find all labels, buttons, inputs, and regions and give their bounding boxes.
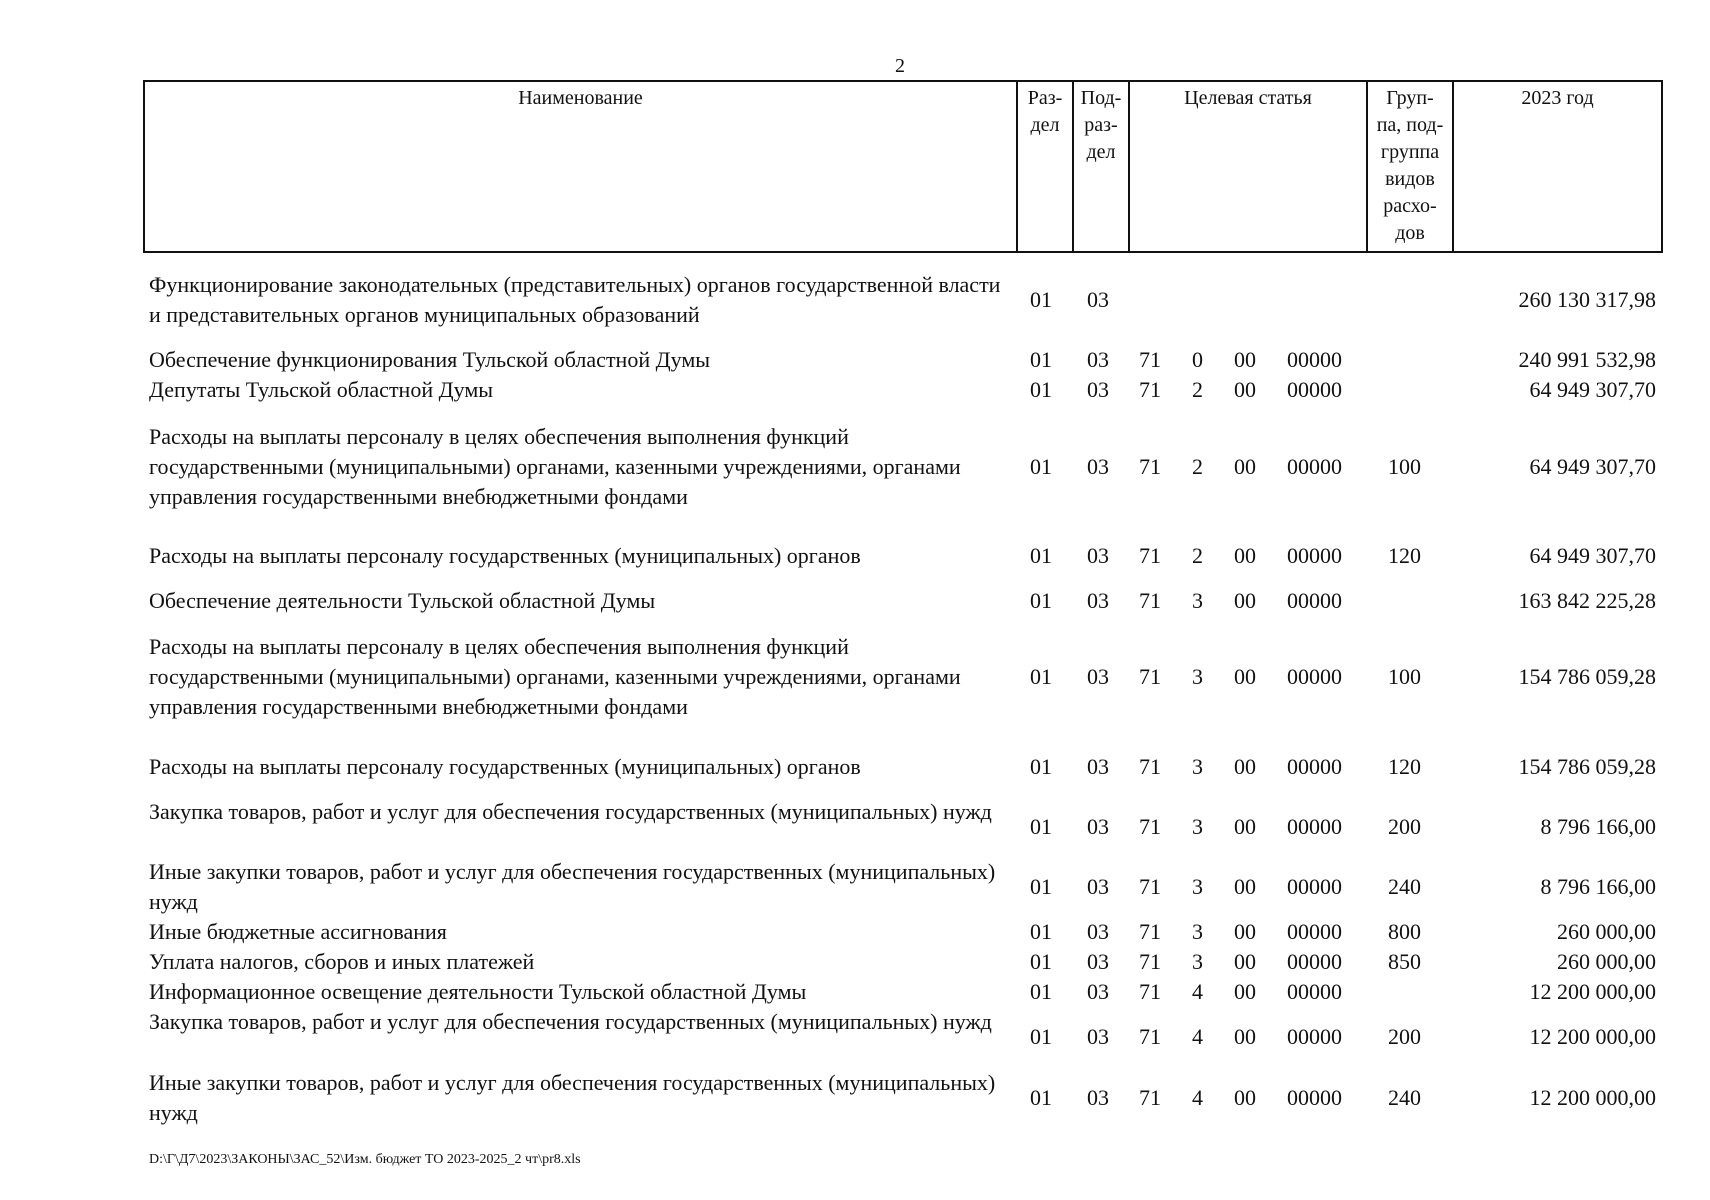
row-razdel: 01 <box>1030 1024 1052 1049</box>
row-ts1: 71 <box>1139 949 1161 974</box>
row-razdel: 01 <box>1030 1085 1052 1110</box>
row-razdel: 01 <box>1030 814 1052 839</box>
row-ts4: 00000 <box>1287 874 1342 899</box>
row-ts3: 00 <box>1234 949 1256 974</box>
row-ts3: 00 <box>1234 588 1256 613</box>
file-path-footer: D:\Г\Д7\2023\ЗАКОНЫ\ЗАС_52\Изм. бюджет ТО 2023-2025_2 чт\pr8.xls <box>149 1152 581 1167</box>
row-ts2: 2 <box>1192 543 1203 568</box>
row-amount: 12 200 000,00 <box>1529 1024 1656 1049</box>
row-name: Иные бюджетные ассигнования <box>149 919 447 944</box>
row-razdel: 01 <box>1030 919 1052 944</box>
row-ts1: 71 <box>1139 1024 1161 1049</box>
row-group: 100 <box>1388 454 1421 479</box>
row-podrazdel: 03 <box>1087 588 1109 613</box>
row-razdel: 01 <box>1030 664 1052 689</box>
row-razdel: 01 <box>1030 287 1052 312</box>
header-razdel: Раз- дел <box>1017 81 1073 252</box>
row-amount: 64 949 307,70 <box>1529 377 1656 402</box>
row-razdel: 01 <box>1030 588 1052 613</box>
row-group: 200 <box>1388 814 1421 839</box>
row-ts2: 2 <box>1192 377 1203 402</box>
row-ts3: 00 <box>1234 664 1256 689</box>
row-ts2: 4 <box>1192 979 1203 1004</box>
row-name: Депутаты Тульской областной Думы <box>149 377 494 402</box>
row-podrazdel: 03 <box>1087 949 1109 974</box>
row-ts1: 71 <box>1139 664 1161 689</box>
row-ts2: 4 <box>1192 1085 1203 1110</box>
row-ts2: 3 <box>1192 754 1203 779</box>
row-razdel: 01 <box>1030 347 1052 372</box>
row-group: 240 <box>1388 874 1421 899</box>
row-razdel: 01 <box>1030 754 1052 779</box>
row-ts2: 0 <box>1192 347 1203 372</box>
row-ts2: 3 <box>1192 814 1203 839</box>
row-amount: 64 949 307,70 <box>1529 454 1656 479</box>
row-name: Иные закупки товаров, работ и услуг для обеспечения государственных (муниципальных) нужд <box>149 1070 996 1125</box>
row-name: Обеспечение функционирования Тульской областной Думы <box>149 347 711 372</box>
row-ts3: 00 <box>1234 979 1256 1004</box>
row-podrazdel: 03 <box>1087 287 1109 312</box>
row-ts1: 71 <box>1139 754 1161 779</box>
row-ts4: 00000 <box>1287 1024 1342 1049</box>
row-ts1: 71 <box>1139 979 1161 1004</box>
row-podrazdel: 03 <box>1087 454 1109 479</box>
row-podrazdel: 03 <box>1087 1024 1109 1049</box>
row-ts3: 00 <box>1234 754 1256 779</box>
row-amount: 260 000,00 <box>1557 919 1656 944</box>
row-group: 240 <box>1388 1085 1421 1110</box>
row-name: Информационное освещение деятельности Тульской областной Думы <box>149 979 807 1004</box>
row-name: Иные закупки товаров, работ и услуг для обеспечения государственных (муниципальных) нужд <box>149 859 996 914</box>
row-ts4: 00000 <box>1287 377 1342 402</box>
row-ts4: 00000 <box>1287 347 1342 372</box>
row-ts4: 00000 <box>1287 814 1342 839</box>
row-ts4: 00000 <box>1287 588 1342 613</box>
row-podrazdel: 03 <box>1087 979 1109 1004</box>
row-ts2: 3 <box>1192 949 1203 974</box>
row-ts3: 00 <box>1234 874 1256 899</box>
row-ts3: 00 <box>1234 454 1256 479</box>
row-name: Функционирование законодательных (представительных) органов государственной власти и представительных органов муниципальных образований <box>149 272 1001 327</box>
row-name: Обеспечение деятельности Тульской областной Думы <box>149 588 656 613</box>
row-ts1: 71 <box>1139 1085 1161 1110</box>
row-name: Расходы на выплаты персоналу в целях обеспечения выполнения функций государственными (муниципальными) органами, казенными учреждениями, органами управления государственными внебюджетными фондами <box>149 634 961 719</box>
row-amount: 8 796 166,00 <box>1540 814 1656 839</box>
row-ts1: 71 <box>1139 347 1161 372</box>
header-gruppa: Груп- па, под- группа видов расхо- дов <box>1367 81 1453 252</box>
row-ts1: 71 <box>1139 377 1161 402</box>
row-ts3: 00 <box>1234 1024 1256 1049</box>
row-razdel: 01 <box>1030 979 1052 1004</box>
row-ts2: 2 <box>1192 454 1203 479</box>
row-ts3: 00 <box>1234 347 1256 372</box>
row-ts4: 00000 <box>1287 1085 1342 1110</box>
row-group: 200 <box>1388 1024 1421 1049</box>
row-razdel: 01 <box>1030 377 1052 402</box>
row-name: Закупка товаров, работ и услуг для обеспечения государственных (муниципальных) нужд <box>149 1009 992 1034</box>
row-ts4: 00000 <box>1287 754 1342 779</box>
row-podrazdel: 03 <box>1087 543 1109 568</box>
row-amount: 12 200 000,00 <box>1529 979 1656 1004</box>
header-celevaya-statya: Целевая статья <box>1129 81 1367 252</box>
row-ts1: 71 <box>1139 874 1161 899</box>
row-group: 850 <box>1388 949 1421 974</box>
header-year: 2023 год <box>1453 81 1662 252</box>
row-ts1: 71 <box>1139 588 1161 613</box>
row-name: Уплата налогов, сборов и иных платежей <box>149 949 535 974</box>
row-podrazdel: 03 <box>1087 919 1109 944</box>
row-ts2: 3 <box>1192 874 1203 899</box>
row-podrazdel: 03 <box>1087 1085 1109 1110</box>
row-ts3: 00 <box>1234 814 1256 839</box>
row-ts2: 3 <box>1192 664 1203 689</box>
row-razdel: 01 <box>1030 543 1052 568</box>
header-naimenovanie: Наименование <box>518 87 643 109</box>
row-ts4: 00000 <box>1287 919 1342 944</box>
row-amount: 12 200 000,00 <box>1529 1085 1656 1110</box>
row-ts4: 00000 <box>1287 949 1342 974</box>
row-amount: 154 786 059,28 <box>1518 754 1656 779</box>
row-group: 120 <box>1388 754 1421 779</box>
row-ts3: 00 <box>1234 919 1256 944</box>
row-name: Расходы на выплаты персоналу государственных (муниципальных) органов <box>149 543 861 568</box>
row-podrazdel: 03 <box>1087 377 1109 402</box>
row-name: Закупка товаров, работ и услуг для обеспечения государственных (муниципальных) нужд <box>149 799 992 824</box>
row-group: 120 <box>1388 543 1421 568</box>
row-ts3: 00 <box>1234 377 1256 402</box>
row-razdel: 01 <box>1030 874 1052 899</box>
row-podrazdel: 03 <box>1087 754 1109 779</box>
row-ts1: 71 <box>1139 454 1161 479</box>
row-podrazdel: 03 <box>1087 874 1109 899</box>
row-ts4: 00000 <box>1287 543 1342 568</box>
row-ts1: 71 <box>1139 814 1161 839</box>
row-name: Расходы на выплаты персоналу государственных (муниципальных) органов <box>149 754 861 779</box>
row-ts4: 00000 <box>1287 664 1342 689</box>
row-podrazdel: 03 <box>1087 814 1109 839</box>
row-ts2: 3 <box>1192 588 1203 613</box>
row-ts3: 00 <box>1234 1085 1256 1110</box>
row-razdel: 01 <box>1030 454 1052 479</box>
page-number: 2 <box>895 55 905 77</box>
header-podrazdel: Под- раз- дел <box>1073 81 1129 252</box>
row-ts3: 00 <box>1234 543 1256 568</box>
row-ts1: 71 <box>1139 919 1161 944</box>
row-name: Расходы на выплаты персоналу в целях обеспечения выполнения функций государственными (муниципальными) органами, казенными учреждениями, органами управления государственными внебюджетными фондами <box>149 424 961 509</box>
row-ts2: 4 <box>1192 1024 1203 1049</box>
row-group: 100 <box>1388 664 1421 689</box>
row-podrazdel: 03 <box>1087 664 1109 689</box>
row-amount: 163 842 225,28 <box>1518 588 1656 613</box>
row-amount: 64 949 307,70 <box>1529 543 1656 568</box>
row-amount: 260 130 317,98 <box>1518 287 1656 312</box>
row-ts2: 3 <box>1192 919 1203 944</box>
row-ts1: 71 <box>1139 543 1161 568</box>
row-ts4: 00000 <box>1287 979 1342 1004</box>
row-amount: 240 991 532,98 <box>1518 347 1656 372</box>
row-amount: 154 786 059,28 <box>1518 664 1656 689</box>
row-ts4: 00000 <box>1287 454 1342 479</box>
row-amount: 260 000,00 <box>1557 949 1656 974</box>
row-podrazdel: 03 <box>1087 347 1109 372</box>
row-amount: 8 796 166,00 <box>1540 874 1656 899</box>
row-group: 800 <box>1388 919 1421 944</box>
row-razdel: 01 <box>1030 949 1052 974</box>
